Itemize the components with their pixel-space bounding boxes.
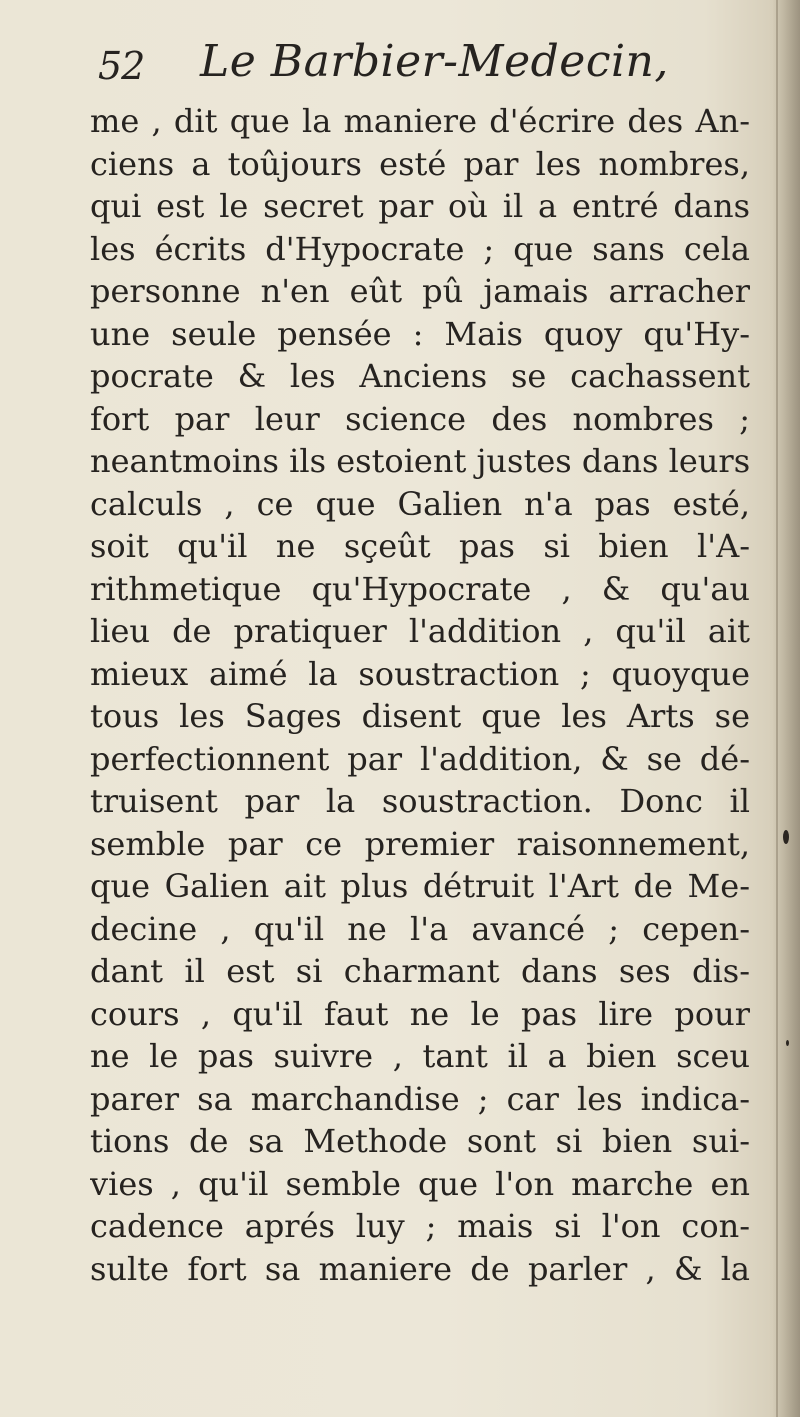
text-line: perfectionnent par l'addition, & se dé- [90,739,750,778]
body-text [90,100,750,1290]
text-line: les écrits d'Hypocrate ; que sans cela [90,229,750,268]
text-line: rithmetique qu'Hypocrate , & qu'au [90,569,750,608]
text-line: calculs , ce que Galien n'a pas esté, [90,484,750,523]
text-line: tous les Sages disent que les Arts se [90,697,750,735]
text-line: parer sa marchandise ; car les indica- [90,1079,750,1118]
text-line: vies , qu'il semble que l'on marche en [90,1164,750,1203]
text-line: tions de sa Methode sont si bien sui- [90,1122,750,1160]
text-line: cours , qu'il faut ne le pas lire pour [90,994,750,1033]
text-line: pocrate & les Anciens se cachassent [90,357,750,395]
text-line: que Galien ait plus détruit l'Art de Me- [90,867,750,905]
text-line: ciens a toûjours esté par les nombres, [90,144,750,183]
text-line: me , dit que la maniere d'écrire des An- [90,102,750,140]
text-line: cadence aprés luy ; mais si l'on con- [90,1207,750,1245]
page-number: 52 [98,44,145,88]
text-line: une seule pensée : Mais quoy qu'Hy- [90,314,750,353]
text-line: qui est le secret par où il a entré dans [90,187,750,225]
text-line: neantmoins ils estoient justes dans leurs [90,442,750,480]
running-title: Le Barbier-Medecin, [200,36,669,87]
text-line: truisent par la soustraction. Donc il [90,782,750,820]
text-line: dant il est si charmant dans ses dis- [90,952,750,990]
text-line: decine , qu'il ne l'a avancé ; cepen- [90,909,750,948]
text-line: soit qu'il ne sçeût pas si bien l'A- [90,527,750,565]
text-line: personne n'en eût pû jamais arracher [90,272,750,310]
text-line: fort par leur science des nombres ; [90,399,750,438]
text-line: mieux aimé la soustraction ; quoyque [90,654,750,693]
text-line: lieu de pratiquer l'addition , qu'il ait [90,612,750,650]
page-edge-line [776,0,778,1417]
ink-speck [786,1040,789,1046]
page-header [92,30,732,100]
text-line: ne le pas suivre , tant il a bien sceu [90,1037,750,1075]
ink-speck [783,830,789,844]
text-line: sulte fort sa maniere de parler , & la [90,1249,750,1288]
text-line: semble par ce premier raisonnement, [90,824,750,863]
